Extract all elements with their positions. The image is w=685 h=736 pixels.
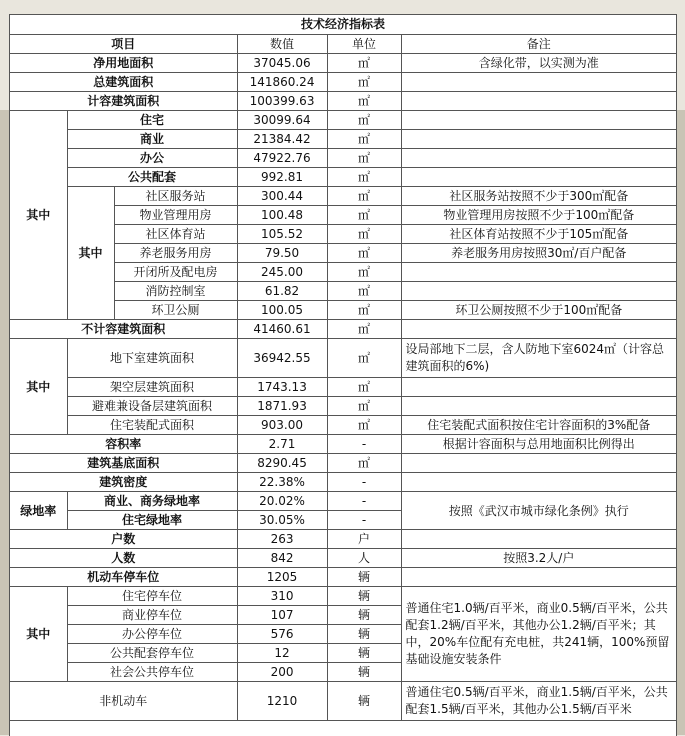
row-unit: 户 <box>327 530 401 549</box>
row-unit: 人 <box>327 549 401 568</box>
row-unit: ㎡ <box>327 206 401 225</box>
table-row <box>10 587 676 606</box>
row-value: 36942.55 <box>237 339 327 378</box>
table-row <box>10 397 676 416</box>
row-label: 建筑密度 <box>10 473 237 492</box>
row-unit: ㎡ <box>327 263 401 282</box>
row-label: 住宅装配式面积 <box>67 416 237 435</box>
row-note <box>401 320 676 339</box>
row-unit: ㎡ <box>327 416 401 435</box>
row-unit: ㎡ <box>327 282 401 301</box>
row-unit: - <box>327 511 401 530</box>
table-title: 技术经济指标表 <box>10 15 676 35</box>
row-unit: ㎡ <box>327 301 401 320</box>
row-note: 设局部地下二层，含人防地下室6024㎡（计容总建筑面积的6%) <box>401 339 676 378</box>
row-unit: ㎡ <box>327 54 401 73</box>
row-value: 200 <box>237 663 327 682</box>
table-row <box>10 492 676 511</box>
row-note <box>401 168 676 187</box>
row-note <box>401 149 676 168</box>
row-value: 1871.93 <box>237 397 327 416</box>
row-value: 12 <box>237 644 327 663</box>
row-unit: 辆 <box>327 682 401 721</box>
row-value: 37045.06 <box>237 54 327 73</box>
group-label-green: 绿地率 <box>10 492 67 530</box>
row-unit: ㎡ <box>327 339 401 378</box>
row-label: 开闭所及配电房 <box>114 263 237 282</box>
row-note <box>401 282 676 301</box>
row-label: 住宅停车位 <box>67 587 237 606</box>
row-value: 903.00 <box>237 416 327 435</box>
row-value: 100399.63 <box>237 92 327 111</box>
table-row <box>10 339 676 378</box>
row-value: 576 <box>237 625 327 644</box>
row-label: 社区体育站 <box>114 225 237 244</box>
row-label: 地下室建筑面积 <box>67 339 237 378</box>
row-note <box>401 130 676 149</box>
row-label: 避难兼设备层建筑面积 <box>67 397 237 416</box>
row-value: 245.00 <box>237 263 327 282</box>
table-row <box>10 549 676 568</box>
row-unit: ㎡ <box>327 73 401 92</box>
row-unit: ㎡ <box>327 397 401 416</box>
row-unit: 辆 <box>327 644 401 663</box>
header-value: 数值 <box>237 35 327 54</box>
row-note: 按照《武汉市城市绿化条例》执行 <box>401 492 676 530</box>
row-note <box>401 378 676 397</box>
header-item: 项目 <box>10 35 237 54</box>
indicator-table <box>10 35 676 721</box>
row-note: 环卫公厕按照不少于100㎡配备 <box>401 301 676 320</box>
indicator-sheet <box>9 14 677 736</box>
row-value: 107 <box>237 606 327 625</box>
row-unit: - <box>327 473 401 492</box>
row-unit: ㎡ <box>327 92 401 111</box>
row-label: 养老服务用房 <box>114 244 237 263</box>
row-note <box>401 73 676 92</box>
row-note: 根据计容面积与总用地面积比例得出 <box>401 435 676 454</box>
table-row <box>10 568 676 587</box>
row-unit: - <box>327 492 401 511</box>
row-value: 263 <box>237 530 327 549</box>
row-unit: - <box>327 435 401 454</box>
table-row <box>10 682 676 721</box>
row-value: 842 <box>237 549 327 568</box>
table-row <box>10 187 676 206</box>
row-label: 机动车停车位 <box>10 568 237 587</box>
row-label: 消防控制室 <box>114 282 237 301</box>
row-unit: ㎡ <box>327 111 401 130</box>
row-value: 30.05% <box>237 511 327 530</box>
row-label: 办公停车位 <box>67 625 237 644</box>
page-edge-left <box>0 110 9 735</box>
row-note <box>401 92 676 111</box>
row-value: 47922.76 <box>237 149 327 168</box>
row-unit: ㎡ <box>327 187 401 206</box>
header-note: 备注 <box>401 35 676 54</box>
row-label: 总建筑面积 <box>10 73 237 92</box>
row-note: 含绿化带，以实测为准 <box>401 54 676 73</box>
row-value: 2.71 <box>237 435 327 454</box>
row-note <box>401 454 676 473</box>
row-value: 61.82 <box>237 282 327 301</box>
row-label: 商业 <box>67 130 237 149</box>
row-note: 社区服务站按照不少于300㎡配备 <box>401 187 676 206</box>
row-label: 公共配套 <box>67 168 237 187</box>
header-unit: 单位 <box>327 35 401 54</box>
row-unit: 辆 <box>327 587 401 606</box>
row-value: 992.81 <box>237 168 327 187</box>
row-unit: ㎡ <box>327 378 401 397</box>
table-row <box>10 530 676 549</box>
table-row <box>10 320 676 339</box>
row-note <box>401 263 676 282</box>
table-row <box>10 473 676 492</box>
row-label: 非机动车 <box>10 682 237 721</box>
row-value: 21384.42 <box>237 130 327 149</box>
row-label: 人数 <box>10 549 237 568</box>
row-value: 1205 <box>237 568 327 587</box>
table-row <box>10 168 676 187</box>
row-value: 1743.13 <box>237 378 327 397</box>
group-label-of-which: 其中 <box>10 111 67 320</box>
row-value: 20.02% <box>237 492 327 511</box>
row-note <box>401 530 676 549</box>
row-label: 计容建筑面积 <box>10 92 237 111</box>
table-row <box>10 54 676 73</box>
row-unit: ㎡ <box>327 454 401 473</box>
table-header-row <box>10 35 676 54</box>
row-value: 22.38% <box>237 473 327 492</box>
row-label: 商业停车位 <box>67 606 237 625</box>
table-row <box>10 92 676 111</box>
row-label: 架空层建筑面积 <box>67 378 237 397</box>
row-label: 建筑基底面积 <box>10 454 237 473</box>
group-label-of-which-b: 其中 <box>10 339 67 435</box>
table-row <box>10 416 676 435</box>
table-row <box>10 130 676 149</box>
row-label: 环卫公厕 <box>114 301 237 320</box>
row-label: 容积率 <box>10 435 237 454</box>
row-value: 1210 <box>237 682 327 721</box>
page-edge-right <box>676 110 685 735</box>
table-row <box>10 149 676 168</box>
row-note <box>401 397 676 416</box>
row-unit: 辆 <box>327 625 401 644</box>
row-note: 物业管理用房按照不少于100㎡配备 <box>401 206 676 225</box>
table-row <box>10 111 676 130</box>
table-row <box>10 454 676 473</box>
row-unit: ㎡ <box>327 320 401 339</box>
row-unit: 辆 <box>327 663 401 682</box>
row-label: 不计容建筑面积 <box>10 320 237 339</box>
row-note: 住宅装配式面积按住宅计容面积的3%配备 <box>401 416 676 435</box>
row-label: 户数 <box>10 530 237 549</box>
row-label: 社区服务站 <box>114 187 237 206</box>
table-row <box>10 73 676 92</box>
table-row <box>10 378 676 397</box>
row-note: 普通住宅0.5辆/百平米，商业1.5辆/百平米，公共配套1.5辆/百平米，其他办公1.5辆/百平米 <box>401 682 676 721</box>
row-value: 100.05 <box>237 301 327 320</box>
row-unit: ㎡ <box>327 225 401 244</box>
row-label: 商业、商务绿地率 <box>67 492 237 511</box>
row-unit: 辆 <box>327 568 401 587</box>
row-value: 79.50 <box>237 244 327 263</box>
row-value: 300.44 <box>237 187 327 206</box>
group-label-of-which-c: 其中 <box>10 587 67 682</box>
row-label: 住宅绿地率 <box>67 511 237 530</box>
row-value: 41460.61 <box>237 320 327 339</box>
row-unit: ㎡ <box>327 168 401 187</box>
row-note: 养老服务用房按照30㎡/百户配备 <box>401 244 676 263</box>
row-label: 物业管理用房 <box>114 206 237 225</box>
row-unit: ㎡ <box>327 149 401 168</box>
row-value: 100.48 <box>237 206 327 225</box>
row-unit: ㎡ <box>327 244 401 263</box>
row-note <box>401 111 676 130</box>
row-value: 105.52 <box>237 225 327 244</box>
row-value: 310 <box>237 587 327 606</box>
row-unit: ㎡ <box>327 130 401 149</box>
row-note: 普通住宅1.0辆/百平米，商业0.5辆/百平米，公共配套1.2辆/百平米，其他办公1.2辆/百平米；其中，20%车位配有充电桩，共241辆，100%预留基础设施安装条件 <box>401 587 676 682</box>
row-label: 住宅 <box>67 111 237 130</box>
row-note <box>401 473 676 492</box>
row-note: 社区体育站按照不少于105㎡配备 <box>401 225 676 244</box>
row-note <box>401 568 676 587</box>
row-label: 公共配套停车位 <box>67 644 237 663</box>
row-note: 按照3.2人/户 <box>401 549 676 568</box>
row-label: 办公 <box>67 149 237 168</box>
group-label-of-which-inner: 其中 <box>67 187 114 320</box>
row-label: 社会公共停车位 <box>67 663 237 682</box>
row-value: 141860.24 <box>237 73 327 92</box>
row-value: 8290.45 <box>237 454 327 473</box>
table-row <box>10 435 676 454</box>
row-value: 30099.64 <box>237 111 327 130</box>
row-label: 净用地面积 <box>10 54 237 73</box>
row-unit: 辆 <box>327 606 401 625</box>
